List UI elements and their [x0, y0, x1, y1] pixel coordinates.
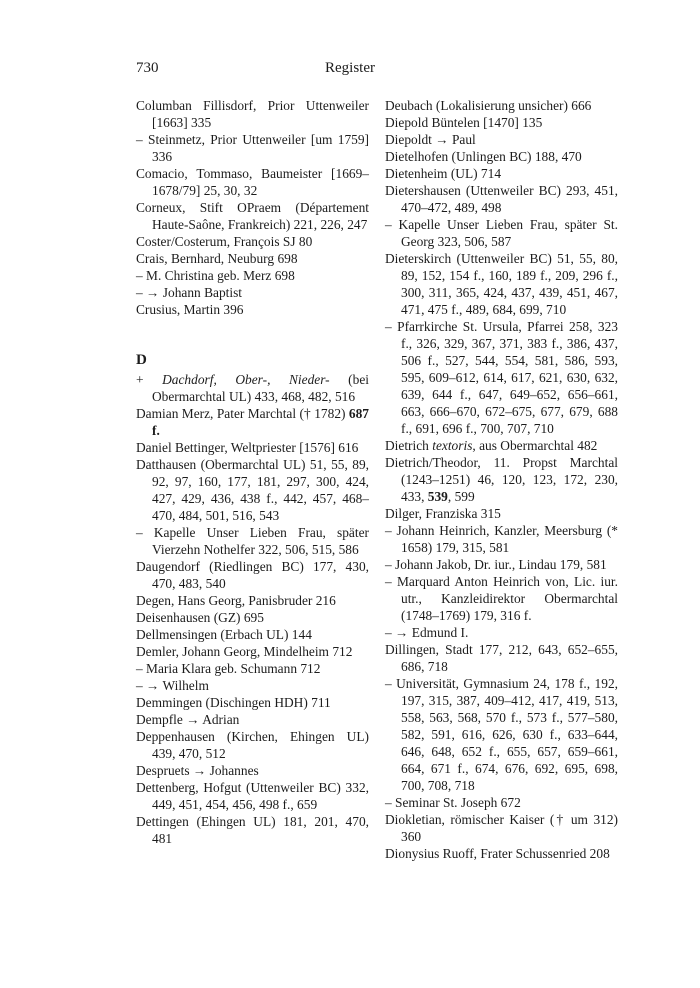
index-entry-text: Degen, Hans Georg, Panisbruder 216: [136, 593, 336, 608]
index-entry-text: Dietershausen (Uttenweiler BC) 293, 451, 470–472, 489, 498: [385, 183, 618, 215]
index-entry-text: 539: [427, 489, 448, 504]
index-entry-text: Diokletian, römischer Kaiser († um 312) 360: [385, 812, 618, 844]
index-entry-text: – → Wilhelm: [136, 678, 209, 693]
index-entry-text: Daniel Bettinger, Weltpriester [1576] 616: [136, 440, 359, 455]
index-entry-text: Comacio, Tommaso, Baumeister [1669–1678/79] 25, 30, 32: [136, 166, 369, 198]
index-entry: [385, 97, 618, 114]
index-entry-text: Dieterskirch (Uttenweiler BC) 51, 55, 80, 89, 152, 154 f., 160, 189 f., 209, 296 f., 300, 311, 365, 424, 437, 439, 451, 467, 471, 475 f., 489, 684, 699, 710: [385, 251, 618, 317]
index-entry-text: – Pfarrkirche St. Ursula, Pfarrei 258, 323 f., 326, 329, 367, 371, 383 f., 386, 437, 506 f., 527, 544, 554, 581, 586, 593, 595, 609–612, 614, 617, 621, 630, 632, 639, 644 f., 647, 649–652, 656–661, 663, 666–670, 672–675, 677, 679, 688 f., 691, 696 f., 700, 707, 710: [385, 319, 618, 436]
index-entry: [136, 762, 369, 779]
index-entry-text: – Kapelle Unser Lieben Frau, später St. Georg 323, 506, 587: [385, 217, 618, 249]
index-entry: [136, 405, 369, 439]
index-entry: [385, 556, 618, 573]
index-entry: [136, 694, 369, 711]
index-entry: [385, 573, 618, 624]
index-entry: [136, 199, 369, 233]
index-entry-text: – Kapelle Unser Lieben Frau, später Vierzehn Nothelfer 322, 506, 515, 586: [136, 525, 369, 557]
index-entry-text: , aus Obermarchtal 482: [472, 438, 598, 453]
index-entry: [385, 811, 618, 845]
index-entry-text: Crusius, Martin 396: [136, 302, 244, 317]
index-entry: [136, 609, 369, 626]
index-entry: [136, 660, 369, 677]
index-entry: [136, 131, 369, 165]
index-entry-text: – Maria Klara geb. Schumann 712: [136, 661, 321, 676]
index-entry: [136, 233, 369, 250]
index-entry: [136, 558, 369, 592]
index-entry: [136, 165, 369, 199]
index-entry: [385, 845, 618, 862]
index-column-left: [136, 97, 369, 847]
index-entry-text: Deppenhausen (Kirchen, Ehingen UL) 439, 470, 512: [136, 729, 369, 761]
index-entry-text: Damian Merz, Pater Marchtal († 1782): [136, 406, 349, 421]
index-entry-text: Dellmensingen (Erbach UL) 144: [136, 627, 312, 642]
index-entry-text: Demmingen (Dischingen HDH) 711: [136, 695, 331, 710]
index-entry: [385, 505, 618, 522]
index-entry: [136, 813, 369, 847]
index-entry-text: Dionysius Ruoff, Frater Schussenried 208: [385, 846, 610, 861]
index-entry-text: Dilger, Franziska 315: [385, 506, 501, 521]
index-entry-text: – Steinmetz, Prior Uttenweiler [um 1759] 336: [136, 132, 369, 164]
page-number: 730: [136, 60, 159, 76]
index-entry-text: – Universität, Gymnasium 24, 178 f., 192, 197, 315, 387, 409–412, 417, 419, 513, 558, 563, 568, 570 f., 573 f., 577–580, 582, 591, 616, 626, 630 f., 633–644, 646, 648, 652 f., 655, 657, 659–661, 664, 671 f., 674, 676, 692, 695, 698, 700, 708, 718: [385, 676, 618, 793]
index-entry: [136, 284, 369, 301]
index-entry-text: Dietrich/Theodor, 11. Propst Marchtal (1243–1251) 46, 120, 123, 172, 230, 433,: [385, 455, 618, 504]
index-entry: [136, 677, 369, 694]
index-entry-text: Dietrich: [385, 438, 433, 453]
index-entry-text: Daugendorf (Riedlingen BC) 177, 430, 470, 483, 540: [136, 559, 369, 591]
index-entry-text: Crais, Bernhard, Neuburg 698: [136, 251, 298, 266]
index-entry-text: Diepold Büntelen [1470] 135: [385, 115, 543, 130]
index-entry: [136, 267, 369, 284]
index-column-right: [385, 97, 618, 862]
index-entry-text: Coster/Costerum, François SJ 80: [136, 234, 313, 249]
index-entry: [385, 148, 618, 165]
index-entry-text: Dietelhofen (Unlingen BC) 188, 470: [385, 149, 582, 164]
index-entry-text: – Seminar St. Joseph 672: [385, 795, 521, 810]
index-entry: [385, 182, 618, 216]
index-entry-text: 687 f.: [152, 406, 369, 438]
index-entry: [385, 216, 618, 250]
index-entry-text: +: [136, 372, 163, 387]
index-entry-text: Dachdorf, Ober-, Nieder-: [162, 372, 330, 387]
section-letter: D: [136, 352, 147, 368]
index-entry: [136, 301, 369, 318]
index-entry-text: Dettenberg, Hofgut (Uttenweiler BC) 332, 449, 451, 454, 456, 498 f., 659: [136, 780, 369, 812]
index-entry-text: (bei Obermarchtal UL) 433, 468, 482, 516: [152, 372, 370, 404]
index-entry-text: Dempfle → Adrian: [136, 712, 240, 727]
index-entry: [385, 675, 618, 794]
index-entry-text: Columban Fillisdorf, Prior Uttenweiler [1663] 335: [136, 98, 369, 130]
running-head: Register: [325, 60, 375, 76]
index-entry-text: – → Edmund I.: [385, 625, 469, 640]
index-entry-text: – Johann Jakob, Dr. iur., Lindau 179, 581: [385, 557, 607, 572]
index-entry-text: textoris: [432, 438, 473, 453]
index-entry: [385, 454, 618, 505]
index-entry-text: – Johann Heinrich, Kanzler, Meersburg (* 1658) 179, 315, 581: [385, 523, 618, 555]
index-entry: [136, 456, 369, 524]
index-entry-text: Datthausen (Obermarchtal UL) 51, 55, 89, 92, 97, 160, 177, 181, 297, 300, 424, 427, 429, 436, 438 f., 442, 457, 468–470, 484, 501, 516, 543: [136, 457, 369, 523]
index-entry: [136, 626, 369, 643]
index-entry-text: Deubach (Lokalisierung unsicher) 666: [385, 98, 592, 113]
index-entry: [385, 250, 618, 318]
index-entry-text: – M. Christina geb. Merz 698: [136, 268, 295, 283]
index-entry-text: Corneux, Stift OPraem (Département Haute-Saône, Frankreich) 221, 226, 247: [136, 200, 369, 232]
index-entry-text: Demler, Johann Georg, Mindelheim 712: [136, 644, 353, 659]
index-entry: [385, 794, 618, 811]
index-entry: [136, 643, 369, 660]
index-entry-text: Dillingen, Stadt 177, 212, 643, 652–655, 686, 718: [385, 642, 618, 674]
index-entry-text: , 599: [447, 489, 475, 504]
index-entry-text: – Marquard Anton Heinrich von, Lic. iur. utr., Kanzleidirektor Obermarchtal (1748–1769) 179, 316 f.: [385, 574, 618, 623]
index-entry: [136, 97, 369, 131]
index-entry-text: – → Johann Baptist: [136, 285, 243, 300]
index-entry-text: Deisenhausen (GZ) 695: [136, 610, 264, 625]
index-entry: [136, 439, 369, 456]
index-entry: [136, 524, 369, 558]
index-entry-text: Despruets → Johannes: [136, 763, 259, 778]
index-entry: [136, 592, 369, 609]
index-entry: [385, 437, 618, 454]
index-entry: [136, 728, 369, 762]
index-entry: [136, 779, 369, 813]
index-entry-text: Diepoldt → Paul: [385, 132, 476, 147]
index-entry: [385, 131, 618, 148]
index-entry: [385, 165, 618, 182]
index-entry: [385, 641, 618, 675]
index-entry: [385, 114, 618, 131]
index-entry: [136, 250, 369, 267]
index-entry: [385, 624, 618, 641]
index-entry: [385, 522, 618, 556]
index-entry: [385, 318, 618, 437]
index-entry: [136, 371, 369, 405]
index-entry-text: Dietenheim (UL) 714: [385, 166, 502, 181]
index-entry-text: Dettingen (Ehingen UL) 181, 201, 470, 481: [136, 814, 369, 846]
index-entry: [136, 711, 369, 728]
